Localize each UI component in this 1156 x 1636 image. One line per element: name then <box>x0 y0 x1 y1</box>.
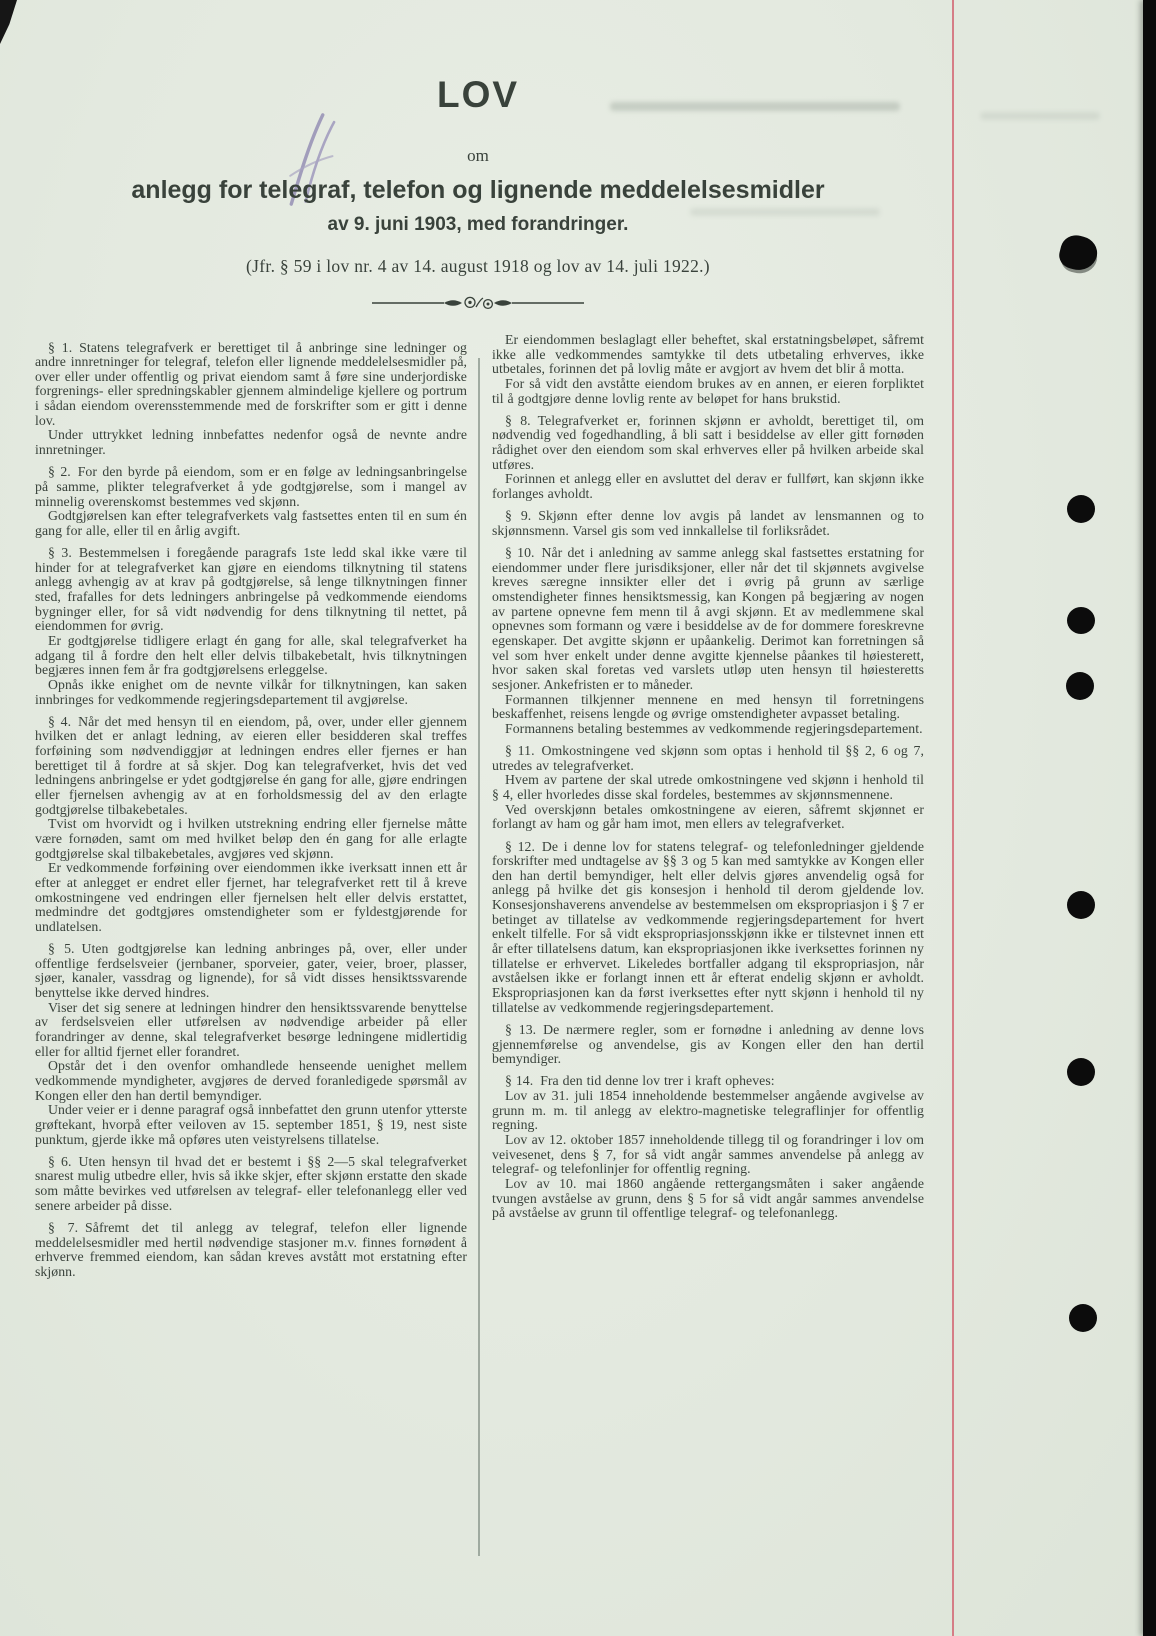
ornament-divider <box>0 294 956 317</box>
law-paragraph: Godtgjørelsen kan efter telegrafverkets valg fastsettes enten til en sum én gang for alle, eller til en årlig avgift. <box>35 508 467 538</box>
law-paragraph: § 1. Statens telegrafverk er berettiget til å anbringe sine ledninger og andre innretninger for telegraf, telefon eller lignende meddelelsesmidler på, over eller under offentlig og privat eiendom samt å føre sine underjordiske forgrenings- eller spredningskabler gjennem almindelige kjellere og portrum i sådan eiendom overensstemmende med de forskrifter som er gitt i denne lov. <box>35 339 467 428</box>
law-paragraph: Er godtgjørelse tidligere erlagt én gang for alle, skal telegrafverket ha adgang til å fordre den helt eller delvis tilbakebetalt, hvis tilknytningen begjæres innen fem år fra godtgjørelsens erleggelse. <box>35 632 467 678</box>
law-paragraph: § 3. Bestemmelsen i foregående paragrafs 1ste ledd skal ikke være til hinder for at telegrafverket kan gjøre en eiendoms tilknytning til statens anlegg avhengig av at krav på godtgjørelse, så lenge tilknytningen finner sted, frafalles for dets ledningers anbringelse på vedkommende eiendoms bygninger eller, for så vidt nødvendig for dens tilknytning til nettet, på eiendommen for øvrig. <box>35 545 467 634</box>
law-paragraph: Lov av 10. mai 1860 angående rettergangsmåten i saker angående tvungen avståelse av grunn, dens § 5 for så vidt angår sammes anvendelse på avståelse av grunn til offentlige telegraf- og telefonanlegg. <box>492 1175 924 1221</box>
right-column <box>492 333 924 1280</box>
ornament-flourish-icon <box>370 294 586 312</box>
punch-hole <box>1056 232 1100 274</box>
law-paragraph: Opnås ikke enighet om de nevnte vilkår for tilknytningen, kan saken innbringes for vedkommende regjeringsdepartement til avgjørelse. <box>35 676 467 707</box>
law-paragraph: § 4. Når det med hensyn til en eiendom, på, over, under eller gjennem hvilken det er anlagt ledning, av eieren eller besidderen skal treffes forføining som nødvendiggjør at ledningen endres eller fjernes er han berettiget til å fordre at så skjer. Dog kan telegrafverket, hvis det ved ledningens anbringelse er ydet godtgjørelse én gang for alle, gjøre endringen eller fjernelsen avhengig av at en forholdsmessig del av den erlagte godtgjørelse tilbakebetales. <box>35 713 467 817</box>
law-paragraph: Ved overskjønn betales omkostningene av eieren, såfremt skjønnet er forlangt av ham og går ham imot, men ellers av telegrafverket. <box>492 801 924 832</box>
punch-hole <box>1067 891 1095 919</box>
law-paragraph: Tvist om hvorvidt og i hvilken utstrekning endring eller fjernelse måtte være fornøden, samt om med hvilket beløp den én gang for alle erlagte godtgjørelse skal tilbakebetales, avgjøres ved skjønn. <box>35 816 467 861</box>
law-paragraph: Viser det sig senere at ledningen hindrer den hensiktssvarende benyttelse av ferdselsveien eller utførelsen av nødvendige arbeider på eller forandringer av denne, skal telegrafverket besørge ledningene midlertidig eller for alltid fjernet eller forandret. <box>35 999 467 1059</box>
law-title: anlegg for telegraf, telefon og lignende meddelelsesmidler <box>131 176 825 204</box>
law-paragraph: Lov av 12. oktober 1857 inneholdende tillegg til og forandringer i lov om veivesenet, dens § 7, for så vidt angår sammes anvendelse på anlegg av telegraf- og telefonlinjer for offentlig regning. <box>492 1131 924 1177</box>
law-paragraph: § 7. Såfremt det til anlegg av telegraf, telefon eller lignende meddelelsesmidler med hertil nødvendige stasjoner m.v. finnes fornødent å erhverve fremmed eiendom, kan sådan kreves avstått mot erstatning efter skjønn. <box>35 1219 467 1279</box>
law-paragraph: § 10. Når det i anledning av samme anlegg skal fastsettes erstatning for eiendommer under flere jurisdiksjoner, eller når det til skjønnets avgivelse kreves særegne innsikter eller det i øvrig på grunn av særlige omstendigheter finnes hensiktsmessig, kan Kongen på begjæring av nogen av partene opnevne fem menn til å avgi skjønn. Et av medlemmene skal opnevnes som formann og være i besiddelse av de for dommere foreskrevne egenskaper. Det avgitte skjønn er upåankelig. Derimot kan forretningen så vel som hver enkelt under denne avgitte kjennelse påankes til høiesterett, hvor saken skal foretas ved varslets utløp uten hensyn til høiesteretts sesjoner. Ankefristen er to måneder. <box>492 545 924 692</box>
law-paragraph: Forinnen et anlegg eller en avsluttet del derav er fullført, kan skjønn ikke forlanges avholdt. <box>492 471 924 502</box>
law-paragraph: Lov av 31. juli 1854 inneholdende bestemmelser angående avgivelse av grunn m. m. til anlegg av elektro-magnetiske telegraflinjer for offentlig regning. <box>492 1088 924 1133</box>
law-paragraph: Hvem av partene der skal utrede omkostningene ved skjønn i henhold til § 4, eller hvorledes disse skal fordeles, bestemmes av skjønnsmennene. <box>492 772 924 803</box>
law-paragraph: For så vidt den avståtte eiendom brukes av en annen, er eieren forpliktet til å godtgjøre denne lovlig rente av beløpet for hans brukstid. <box>492 375 924 406</box>
document-header <box>0 74 956 317</box>
punch-hole <box>1067 607 1095 634</box>
scan-corner-smudge <box>0 0 17 44</box>
law-paragraph: § 2. For den byrde på eiendom, som er en følge av ledningsanbringelse på samme, plikter telegrafverket å yde godtgjørelse, som i mangel av minnelig overenskomst bestemmes ved skjønn. <box>35 464 467 509</box>
law-paragraph: § 5. Uten godtgjørelse kan ledning anbringes på, over, eller under offentlige ferdselsveier (jernbaner, sporveier, gater, veier, broer, plasser, sjøer, kanaler, vassdrag og lignende), for så vidt disses hensiktssvarende benyttelse ikke derved hindres. <box>35 941 467 1001</box>
law-reference: (Jfr. § 59 i lov nr. 4 av 14. august 1918 og lov av 14. juli 1922.) <box>246 256 710 276</box>
punch-hole <box>1069 1304 1097 1332</box>
law-paragraph: Formannen tilkjenner mennene en med hensyn til forretningens beskaffenhet, reisens lengde og øvrige omstendigheter avpasset betaling. <box>492 691 924 722</box>
law-paragraph: § 8. Telegrafverket er, forinnen skjønn er avholdt, berettiget til, om nødvendig ved fogedhandling, å bli satt i besiddelse av eller gitt fornøden rådighet over den eiendom som skal erhverves eller på hvilken arbeide skal utføres. <box>492 412 924 472</box>
law-type-heading: LOV <box>436 74 520 115</box>
law-paragraph: Under uttrykket ledning innbefattes nedenfor også de nevnte andre innretninger. <box>35 427 467 458</box>
law-paragraph: Er vedkommende forføining over eiendommen ikke iverksatt innen ett år efter at anlegget er endret eller fjernet, har telegrafverket rett til å kreve omkostningene ved endringen eller fjernelsen helt eller delvis erstattet, medmindre det godtgjøres omstendigheter som er fyldestgjørende for undlatelsen. <box>35 860 467 934</box>
law-paragraph: Under veier er i denne paragraf også innbefattet den grunn utenfor ytterste grøftekant, hvorpå efter veiloven av 15. september 1851, § 19, nest siste punktum, gjerde ikke må opføres uten veistyrelsens tillatelse. <box>35 1102 467 1147</box>
law-paragraph: Er eiendommen beslaglagt eller beheftet, skal erstatningsbeløpet, såfremt ikke alle vedkommendes samtykke til dets utbetaling erhverves, ikke utbetales, forinnen det på lovlig måte er avgjort av hvem det blir å motta. <box>492 332 924 377</box>
law-paragraph: § 13. De nærmere regler, som er fornødne i anledning av denne lovs gjennemførelse og anvendelse, gis av Kongen eller den han dertil bemyndiger. <box>492 1021 924 1067</box>
law-paragraph: § 12. De i denne lov for statens telegraf- og telefonledninger gjeldende forskrifter med undtagelse av §§ 3 og 5 kan med samtykke av Kongen eller den han dertil bemyndiger, helt eller delvis gjøres anvendelig også for anlegg på hvilke det gis konsesjon i henhold til derom gjeldende lov. Konsesjonshaverens anvendelse av bestemmelsen om ekspropriasjon i § 7 er betinget av tillatelse av vedkommende regjeringsdepartement for hvert enkelt tilfelle. For så vidt ekspropriasjonsskjønn ikke er tilstevnet innen ett år efter tillatelsens datum, kan ekspropriasjonen ikke iverksettes forinnen ny tillatelse er erhvervet. Likeledes bortfaller adgang til ekspropriasjon, når avståelsen ikke er forlangt innen ett år efterat endelig skjønn er avholdt. Ekspropriasjonen kan da først iverksettes efter nytt skjønn i henhold til ny tillatelse av vedkommende regjeringsdepartement. <box>492 838 924 1015</box>
law-paragraph: Opstår det i den ovenfor omhandlede henseende uenighet mellem vedkommende myndigheter, avgjøres de derved foranledigede spørsmål av Kongen eller den han dertil bemyndiger. <box>35 1058 467 1103</box>
page-right-edge-shadow <box>1143 0 1156 1636</box>
law-body <box>35 333 924 1280</box>
law-paragraph: Formannens betaling bestemmes av vedkommende regjeringsdepartement. <box>505 720 923 736</box>
law-paragraph: § 9. Skjønn efter denne lov avgis på landet av lensmannen og to skjønnsmenn. Varsel gis som ved innkallelse til forliksrådet. <box>492 508 924 538</box>
law-paragraph: § 6. Uten hensyn til hvad det er bestemt i §§ 2—5 skal telegrafverket snarest mulig utbedre eller, hvis så ikke skjer, efter skjønn erstatte den skade som måtte bevirkes ved utførelsen av telegraf- eller telefonanlegg eller ved senere arbeider på disse. <box>35 1153 467 1213</box>
punch-hole <box>1067 495 1095 523</box>
law-paragraph: § 14. Fra den tid denne lov trer i kraft opheves: <box>505 1073 775 1089</box>
law-paragraph: § 11. Omkostningene ved skjønn som optas i henhold til §§ 2, 6 og 7, utredes av telegrafverket. <box>492 743 924 773</box>
law-preposition: om <box>467 146 489 165</box>
law-dateline: av 9. juni 1903, med forandringer. <box>327 214 629 235</box>
punch-hole <box>1066 672 1094 700</box>
left-column <box>35 333 467 1280</box>
punch-hole <box>1067 1058 1095 1086</box>
ink-bleed-mark <box>980 112 1100 120</box>
